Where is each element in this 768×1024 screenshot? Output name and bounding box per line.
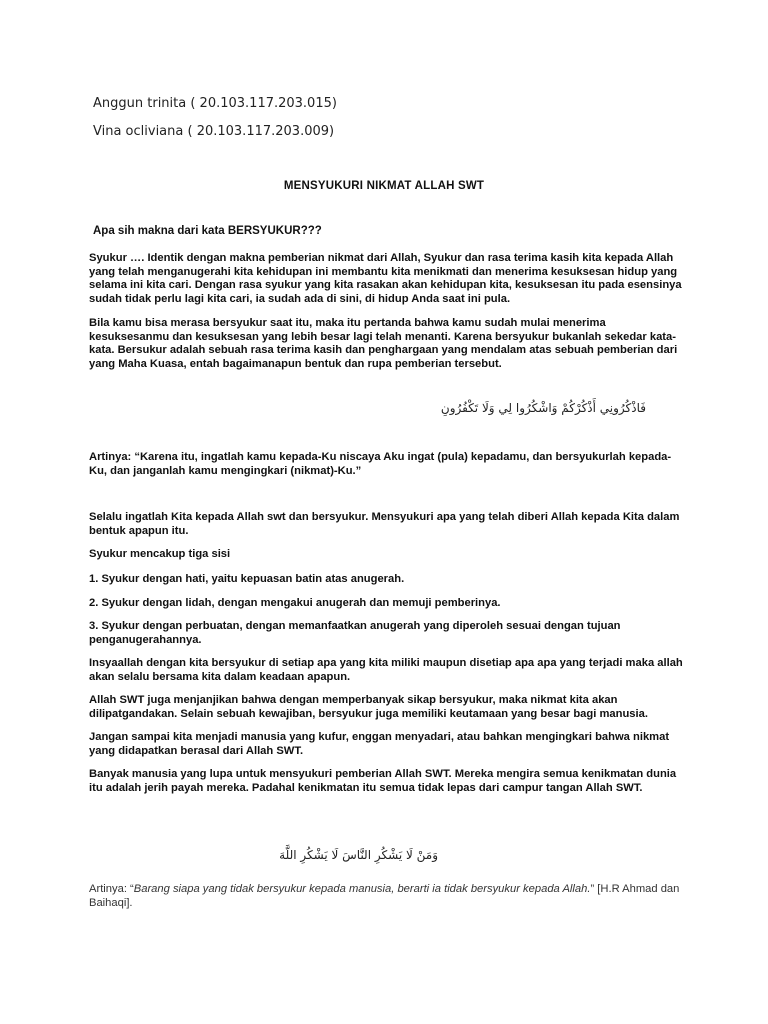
- paragraph-three-sides: Syukur mencakup tiga sisi: [89, 548, 231, 560]
- hadith-prefix: Artinya: “: [89, 883, 134, 895]
- list-item-deeds: 3. Syukur dengan perbuatan, dengan memanfaatkan anugerah yang diperoleh sesuai dengan tujuan penganugerahannya.: [89, 620, 621, 646]
- question-heading: Apa sih makna dari kata BERSYUKUR???: [93, 225, 322, 237]
- hadith-translation: [89, 883, 689, 910]
- paragraph-multiplied-blessings: Allah SWT juga menjanjikan bahwa dengan memperbanyak sikap bersyukur, maka nikmat kita akan dilipatgandakan. Selain sebuah kewajiban, bersyukur juga memiliki keutamaan yang besar bagi manusia.: [89, 694, 648, 720]
- author-line-1: Anggun trinita ( 20.103.117.203.015): [93, 96, 337, 111]
- paragraph-bersyukur-meaning: Bila kamu bisa merasa bersyukur saat itu, maka itu pertanda bahwa kamu sudah mulai menerima kesuksesanmu dan kesuksesan yang lebih besar lagi telah menanti. Karena bersyukur bukanlah sekedar kata-kata. Bersukur adalah sebuah rasa terima kasih dan penghargaan yang mendalam atas sebuah pemberian dari yang Maha Kuasa, entah bagaimanapun bentuk dan rupa pemberian tersebut.: [89, 317, 678, 371]
- paragraph-insyaallah: Insyaallah dengan kita bersyukur di setiap apa yang kita miliki maupun disetiap apa apa yang terjadi maka allah akan selalu bersama kita dalam keadaan apapun.: [89, 657, 683, 683]
- list-item-heart: 1. Syukur dengan hati, yaitu kepuasan batin atas anugerah.: [89, 573, 405, 585]
- paragraph-forget-gratitude: Banyak manusia yang lupa untuk mensyukuri pemberian Allah SWT. Mereka mengira semua kenikmatan dunia itu adalah jerih payah mereka. Padahal kenikmatan itu semua tidak lepas dari campur tangan Allah SWT.: [89, 768, 677, 794]
- arabic-hadith: وَمَنْ لَا يَشْكُرِ النَّاسَ لَا يَشْكُرِ اللَّهَ: [279, 848, 438, 862]
- hadith-quote: Barang siapa yang tidak bersyukur kepada manusia, berarti ia tidak bersyukur kepada Allah.: [133, 883, 591, 895]
- list-item-tongue: 2. Syukur dengan lidah, dengan mengakui anugerah dan memuji pemberinya.: [89, 597, 501, 609]
- arabic-verse: فَاذْكُرُونِي أَذْكُرْكُمْ وَاشْكُرُوا لِي وَلَا تَكْفُرُونِ: [440, 401, 646, 415]
- document-title: MENSYUKURI NIKMAT ALLAH SWT: [283, 180, 485, 192]
- paragraph-kufur: Jangan sampai kita menjadi manusia yang kufur, enggan menyadari, atau bahkan mengingkari bahwa nikmat yang didapatkan berasal dari Allah SWT.: [89, 731, 670, 757]
- author-line-2: Vina ocliviana ( 20.103.117.203.009): [93, 124, 335, 139]
- paragraph-remember-allah: Selalu ingatlah Kita kepada Allah swt dan bersyukur. Mensyukuri apa yang telah diberi Allah kepada Kita dalam bentuk apapun itu.: [89, 511, 680, 537]
- paragraph-verse-translation: Artinya: “Karena itu, ingatlah kamu kepada-Ku niscaya Aku ingat (pula) kepadamu, dan bersyukurlah kepada-Ku, dan janganlah kamu mengingkari (nikmat)-Ku.”: [89, 451, 672, 477]
- paragraph-syukur-definition: Syukur …. Identik dengan makna pemberian nikmat dari Allah, Syukur dan rasa terima kasih kita kepada Allah yang telah menganugerahi kita kehidupan ini membantu kita menikmati dan menerima kesuksesan hidup yang selama ini kita cari. Dengan rasa syukur yang kita rasakan akan kehidupan kita, kesuksesan itu pada esensinya sudah tidak perlu lagi kita cari, ia sudah ada di sini, di hidup Anda saat ini pula.: [89, 252, 682, 306]
- hadith-source: ” [H.R Ahmad dan Baihaqi].: [89, 883, 680, 909]
